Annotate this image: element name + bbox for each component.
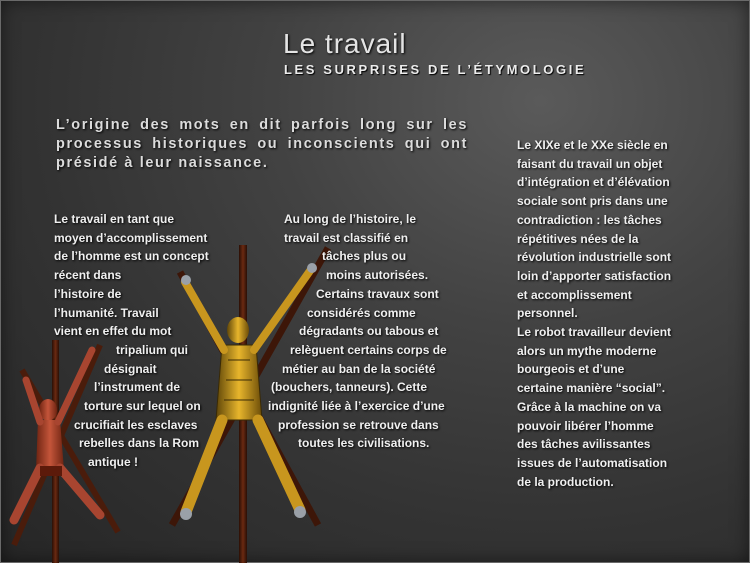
text-line: Grâce à la machine on va: [517, 399, 662, 414]
text-line: antique !: [88, 455, 138, 470]
text-line: vient en effet du mot: [54, 324, 172, 339]
text-line: torture sur lequel on: [84, 399, 201, 414]
text-line: répétitives nées de la: [517, 231, 639, 246]
text-line: loin d’apporter satisfaction: [517, 268, 672, 283]
text-line: des tâches avilissantes: [517, 437, 651, 452]
text-line: d’intégration et d’élévation: [517, 175, 670, 190]
text-line: alors un mythe moderne: [517, 343, 657, 358]
text-line: l’instrument de: [94, 380, 181, 395]
intro-paragraph: L’origine des mots en dit parfois long sur les processus historiques ou inconscients qui ont présidé à leur naissance.: [56, 117, 468, 171]
text-line: sociale sont pris dans une: [517, 194, 668, 209]
text-line: révolution industrielle sont: [517, 250, 672, 265]
text-line: l’histoire de: [54, 286, 122, 301]
text-line: dégradants ou tabous et: [299, 324, 439, 339]
text-line: travail est classifié en: [284, 230, 409, 245]
text-line: faisant du travail un objet: [517, 156, 663, 171]
text-line: profession se retrouve dans: [278, 417, 439, 432]
text-line: considérés comme: [307, 305, 416, 320]
text-line: Au long de l’histoire, le: [284, 212, 417, 226]
text-line: et accomplissement: [517, 287, 632, 302]
text-line: de la production.: [517, 474, 614, 489]
text-line: toutes les civilisations.: [298, 436, 430, 451]
text-line: Le XIXe et le XXe siècle en: [517, 138, 668, 152]
text-column-etymology: [54, 210, 209, 472]
text-line: bourgeois et d’une: [517, 362, 625, 377]
text-line: métier au ban de la société: [282, 361, 436, 376]
text-line: pouvoir libérer l’homme: [517, 418, 654, 433]
text-line: Certains travaux sont: [316, 286, 439, 301]
text-line: moins autorisées.: [326, 268, 429, 283]
text-line: de l’homme est un concept: [54, 249, 209, 264]
text-line: Le travail en tant que: [54, 212, 175, 226]
text-column-history: [268, 210, 447, 453]
text-line: récent dans: [54, 268, 122, 283]
page-subtitle: LES SURPRISES DE L’ÉTYMOLOGIE: [284, 62, 587, 77]
text-line: moyen d’accomplissement: [54, 230, 208, 245]
text-line: crucifiait les esclaves: [74, 417, 198, 432]
text-line: Le robot travailleur devient: [517, 325, 672, 340]
page-title: Le travail: [283, 28, 407, 59]
text-line: l’humanité. Travail: [54, 305, 159, 320]
text-line: personnel.: [517, 306, 578, 321]
text-line: désignait: [104, 361, 157, 376]
text-line: relèguent certains corps de: [290, 342, 447, 357]
text-line: tâches plus ou: [322, 249, 407, 264]
text-line: rebelles dans la Rom: [79, 436, 200, 451]
text-line: (bouchers, tanneurs). Cette: [271, 380, 428, 395]
text-line: contradiction : les tâches: [517, 212, 662, 227]
text-line: indignité liée à l’exercice d’une: [268, 399, 445, 414]
text-line: issues de l’automatisation: [517, 455, 668, 470]
text-column-modern: [517, 136, 671, 491]
text-line: certaine manière “social”.: [517, 381, 666, 396]
text-line: tripalium qui: [116, 342, 188, 357]
